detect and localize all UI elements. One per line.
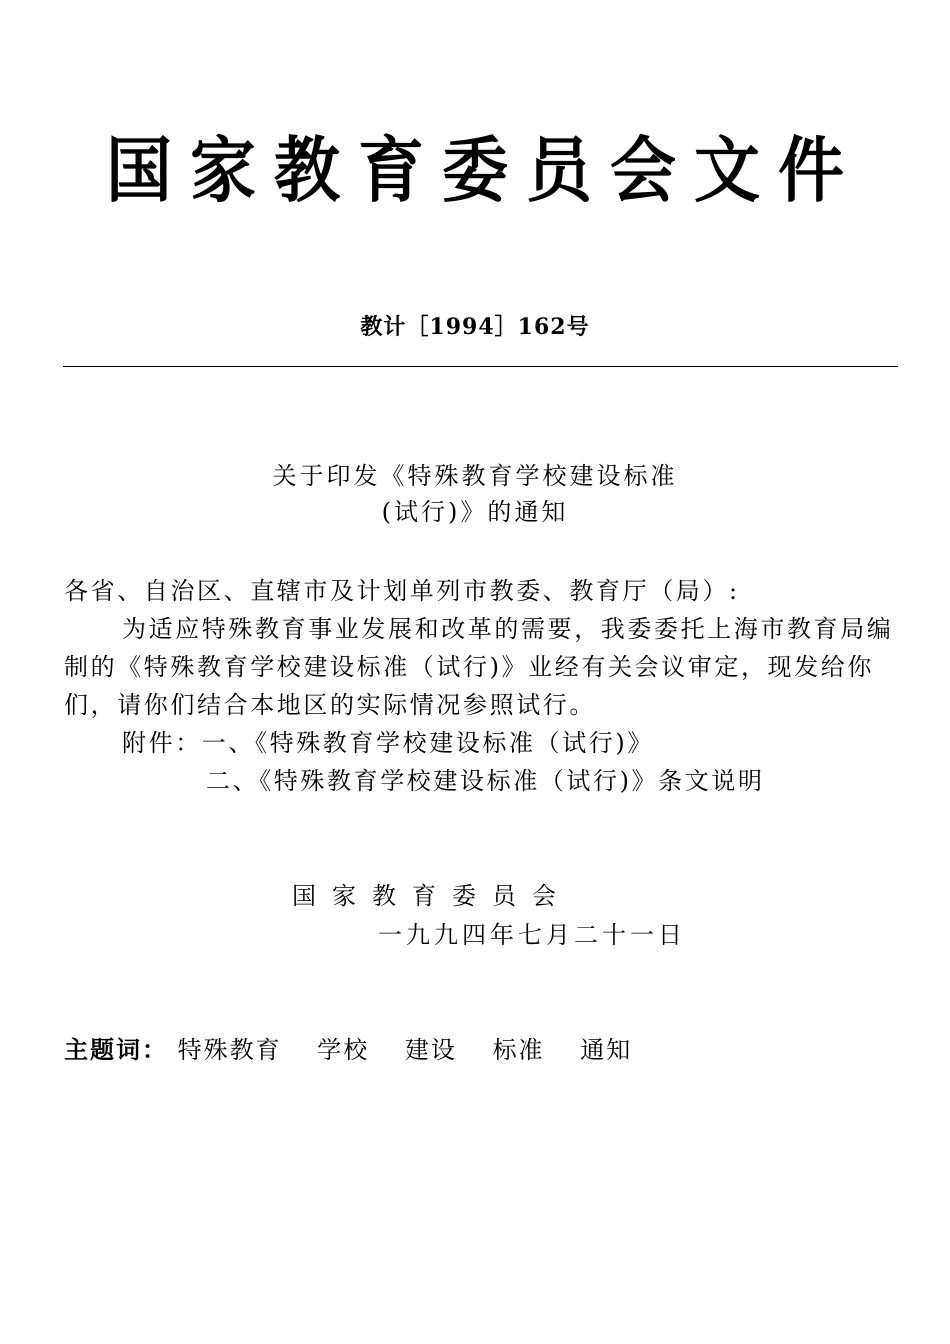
header-divider xyxy=(63,366,898,367)
attachment-2: 二、《特殊教育学校建设标准（试行)》条文说明 xyxy=(206,767,765,795)
keyword-item: 学校 xyxy=(317,1036,370,1064)
document-header-title: 国家教育委员会文件 xyxy=(106,128,862,213)
keyword-item: 建设 xyxy=(404,1036,457,1064)
addressee: 各省、自治区、直辖市及计划单列市教委、教育厅（局）: xyxy=(64,577,740,605)
keywords-label: 主题词： xyxy=(64,1036,168,1064)
document-number: 教计［1994］162号 xyxy=(360,314,590,340)
notice-title-line-1: 关于印发《特殊教育学校建设标准 xyxy=(272,462,678,490)
notice-title-line-2: (试行)》的通知 xyxy=(381,498,569,526)
keyword-item: 通知 xyxy=(580,1036,633,1064)
keyword-item: 标准 xyxy=(492,1036,545,1064)
signature-date: 一九九四年七月二十一日 xyxy=(378,921,686,949)
signature-org: 国家教育委员会 xyxy=(292,882,572,910)
subject-keywords xyxy=(64,1030,658,1065)
keyword-item: 特殊教育 xyxy=(177,1036,282,1064)
notice-title xyxy=(0,458,950,530)
attachment-1: 附件：一、《特殊教育学校建设标准（试行)》 xyxy=(122,729,654,757)
body-paragraph: 为适应特殊教育事业发展和改革的需要，我委委托上海市教育局编制的《特殊教育学校建设标准（试行)》业经有关会议审定，现发给你们，请你们结合本地区的实际情况参照试行。 xyxy=(64,615,894,719)
notice-body xyxy=(64,572,898,800)
